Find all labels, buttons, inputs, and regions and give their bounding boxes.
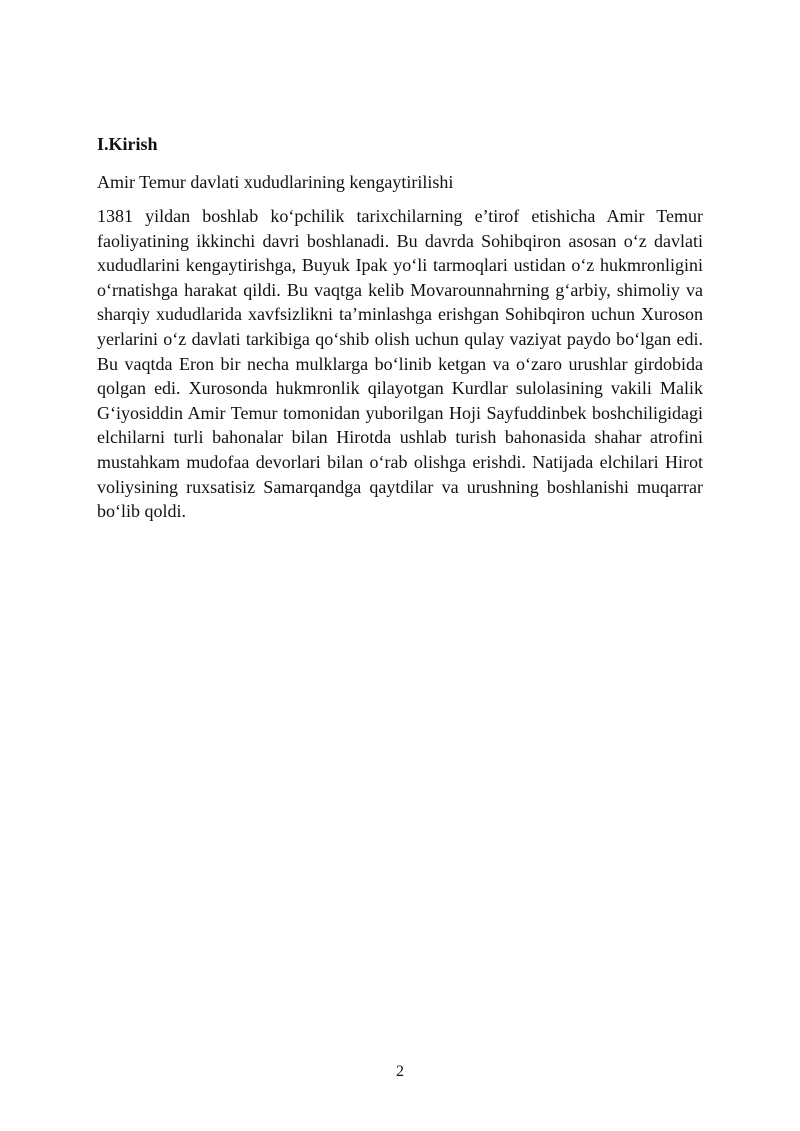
page-number: 2: [396, 1063, 404, 1080]
body-paragraph: 1381 yildan boshlab ko‘pchilik tarixchilarning e’tirof etishicha Amir Temur faoliyatining ikkinchi davri boshlanadi. Bu davrda Sohibqiron asosan o‘z davlati xududlarini kengaytirishga, Buyuk Ipak yo‘li tarmoqlari ustidan o‘z hukmronligini o‘rnatishga harakat qildi. Bu vaqtga kelib Movarounnahrning g‘arbiy, shimoliy va sharqiy xududlarida xavfsizlikni ta’minlashga erishgan Sohibqiron uchun Xuroson yerlarini o‘z davlati tarkibiga qo‘shib olish uchun qulay vaziyat paydo bo‘lgan edi. Bu vaqtda Eron bir necha mulklarga bo‘linib ketgan va o‘zaro urushlar girdobida qolgan edi. Xurosonda hukmronlik qilayotgan Kurdlar sulolasining vakili Malik G‘iyosiddin Amir Temur tomonidan yuborilgan Hoji Sayfuddinbek boshchiligidagi elchilarni turli bahonalar bilan Hirotda ushlab turish bahonasida shahar atrofini mustahkam mudofaa devorlari bilan o‘rab olishga erishdi. Natijada elchilari Hirot voliysining ruxsatisiz Samarqandga qaytdilar va urushning boshlanishi muqarrar bo‘lib qoldi.: [97, 206, 703, 522]
section-heading: I.Kirish: [97, 134, 158, 154]
section-subtitle: Amir Temur davlati xududlarining kengaytirilishi: [97, 172, 454, 192]
page-content: [97, 132, 703, 524]
